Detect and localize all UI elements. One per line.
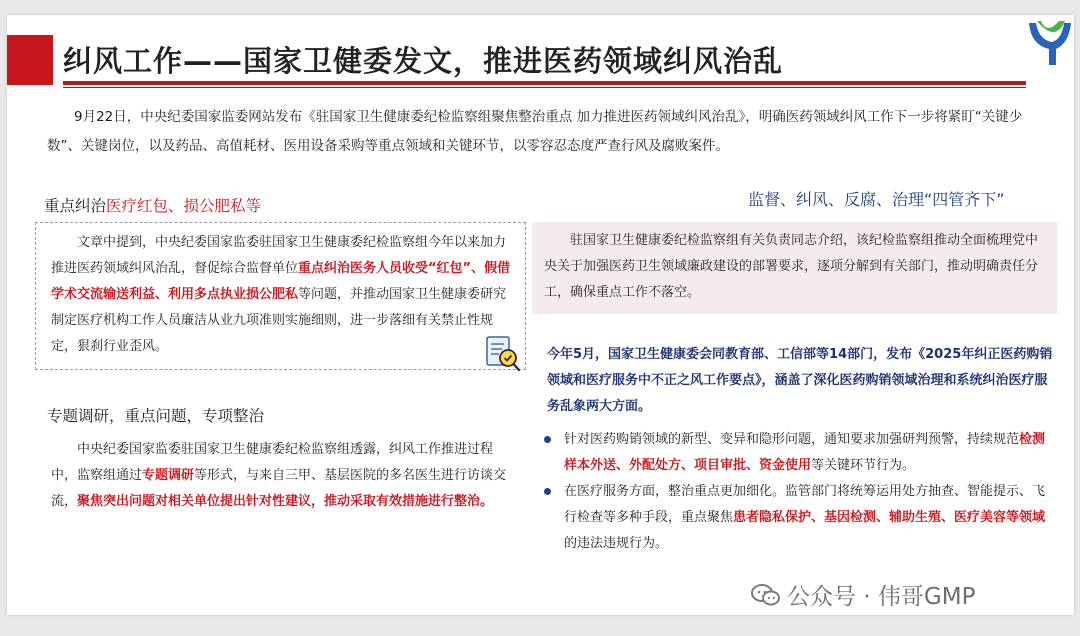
section1-heading-prefix: 重点纠治 xyxy=(44,197,107,215)
bullet1-text-a: 针对医药购销领域的新型、变异和隐形问题，通知要求加强研判预警，持续规范 xyxy=(564,432,1020,447)
slide xyxy=(7,15,1074,615)
bullet1-text-b: 等关键环节行为。 xyxy=(811,458,916,473)
bullet2-text-a: 在医疗服务方面，整治重点更加细化。监管部门将统筹运用处方抽查、智能提示、飞行检查等多种手段，重点聚焦 xyxy=(564,484,1046,525)
list-item xyxy=(542,479,1057,557)
section2-text-b: 等形式，与来自三甲、基层医院的多名医生进行访谈交流， xyxy=(51,468,507,509)
bullet2-text-b: 的违法违规行为。 xyxy=(564,536,669,551)
title-accent-block xyxy=(7,35,53,85)
section2-text-highlight2: 聚焦突出问题对相关单位提出针对性建议，推动采取有效措施进行整治。 xyxy=(77,494,494,509)
section2-text-a: 中央纪委国家监委驻国家卫生健康委纪检监察组透露，纠风工作推进过程中，监察组通过 xyxy=(51,442,494,483)
wechat-icon xyxy=(751,583,781,607)
watermark-text: 公众号 · 伟哥GMP xyxy=(787,584,976,610)
section1-text-a: 文章中提到，中央纪委国家监委驻国家卫生健康委纪检监察组今年以来加力推进医药领域纠风治乱，督促综合监督单位 xyxy=(51,235,507,276)
title-underline xyxy=(63,81,1026,85)
right-box-text: 驻国家卫生健康委纪检监察组有关负责同志介绍，该纪检监察组推动全面梳理党中央关于加强医药卫生领域廉政建设的部署要求，逐项分解到有关部门，推动明确责任分工，确保重点工作不落空。 xyxy=(544,233,1039,300)
bullet-dot-icon xyxy=(544,488,551,495)
wechat-watermark xyxy=(751,578,975,611)
bullet-dot-icon xyxy=(544,436,551,443)
list-item xyxy=(542,427,1057,479)
section1-text-b: 等问题，并推动国家卫生健康委研究制定医疗机构工作人员廉洁从业九项准则实施细则，进一步落细有关禁止性规定，狠刹行业歪风。 xyxy=(51,287,507,354)
page-title: 纠风工作——国家卫健委发文，推进医药领域纠风治乱 xyxy=(63,44,784,78)
section2-text-highlight1: 专题调研 xyxy=(142,468,195,483)
section1-heading xyxy=(44,194,261,216)
section2-heading: 专题调研，重点问题，专项整治 xyxy=(47,407,265,425)
right-paragraph: 今年5月，国家卫生健康委会同教育部、工信部等14部门，发布《2025年纠正医药购销领域和医疗服务中不正之风工作要点》，涵盖了深化医药购销领域治理和系统纠治医疗服务乱象两大方面。 xyxy=(547,347,1053,414)
right-heading: 监督、纠风、反腐、治理“四管齐下” xyxy=(748,190,1005,209)
section1-text xyxy=(51,230,515,360)
document-magnifier-icon xyxy=(484,334,522,374)
bullet2-text-highlight: 患者隐私保护、基因检测、辅助生殖、医疗美容等领域 xyxy=(733,510,1046,525)
section1-heading-highlight: 医疗红包、损公肥私等 xyxy=(106,197,262,215)
section2-text xyxy=(51,437,515,515)
bullet1-text-highlight: 检测样本外送、外配处方、项目审批、资金使用 xyxy=(564,432,1046,473)
logo-icon xyxy=(1025,15,1074,67)
intro-paragraph: 9月22日，中央纪委国家监委网站发布《驻国家卫生健康委纪检监察组聚焦整治重点 加力推进医药领域纠风治乱》，明确医药领域纠风工作下一步将紧盯“关键少数”、关键岗位，以及药品、高值耗材、医用设备采购等重点领域和关键环节，以零容忍态度严查行风及腐败案件。 xyxy=(47,109,1023,154)
title-underline-thin xyxy=(63,87,1026,88)
right-bullet-list xyxy=(542,427,1057,557)
section1-text-highlight: 重点纠治医务人员收受“红包”、假借学术交流输送利益、利用多点执业损公肥私 xyxy=(51,261,511,302)
